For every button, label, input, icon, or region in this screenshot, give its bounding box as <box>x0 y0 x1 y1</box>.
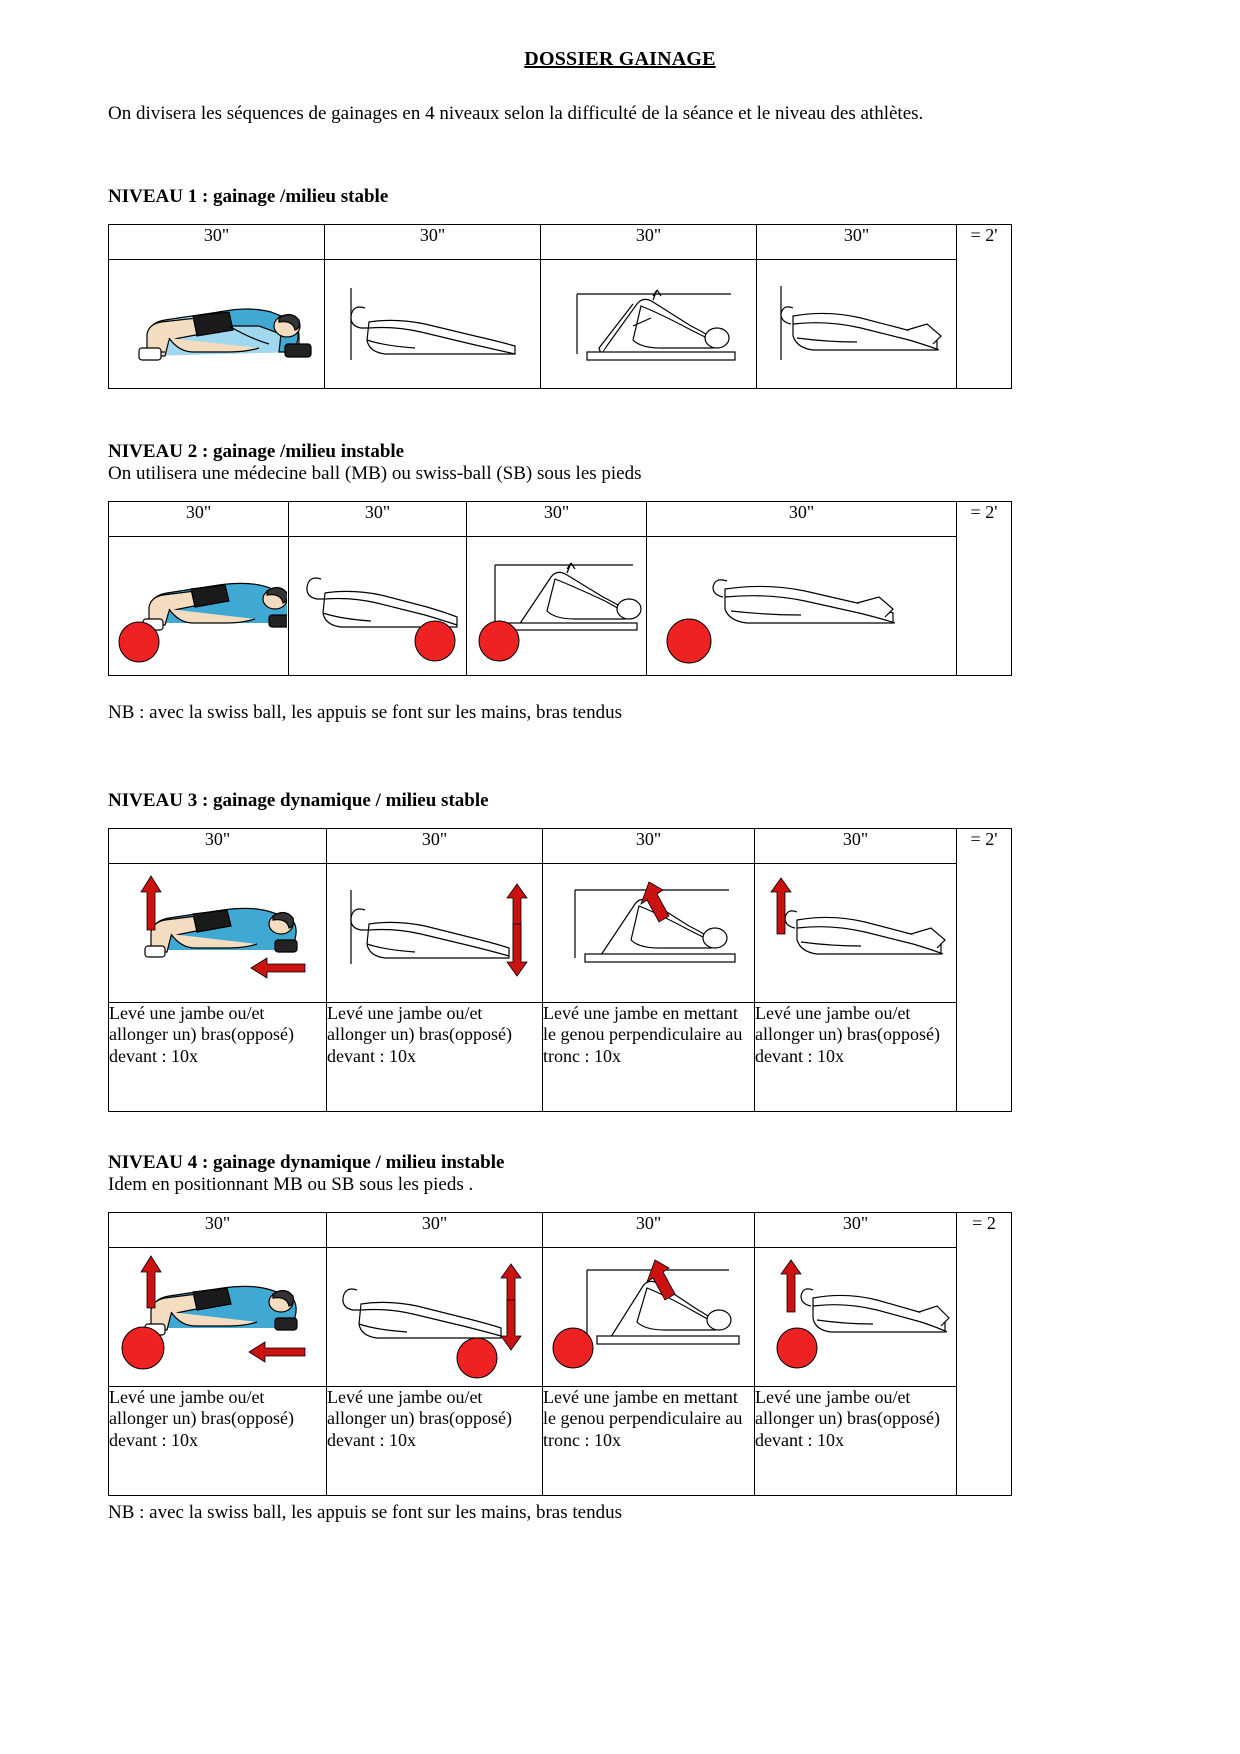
plank-side-view-arrow-icon <box>327 864 542 1002</box>
exercise-figure-cell <box>109 1248 327 1387</box>
level-1-heading: NIVEAU 1 : gainage /milieu stable <box>108 186 389 208</box>
duration-cell: 30" <box>327 1213 543 1248</box>
duration-cell: 30" <box>755 829 957 864</box>
level-2-heading: NIVEAU 2 : gainage /milieu instable <box>108 441 405 463</box>
plank-elevated-rear-ball-icon <box>647 537 956 675</box>
exercise-figure-cell <box>755 864 957 1003</box>
duration-cell: 30" <box>109 502 289 537</box>
exercise-figure-cell <box>543 864 755 1003</box>
level-2-subtitle: On utilisera une médecine ball (MB) ou swiss-ball (SB) sous les pieds <box>108 463 642 485</box>
table-row <box>109 864 1012 1003</box>
duration-cell: 30" <box>327 829 543 864</box>
duration-cell: 30" <box>755 1213 957 1248</box>
exercise-figure-cell <box>327 864 543 1003</box>
exercise-figure-cell <box>755 1248 957 1387</box>
level-4-subtitle: Idem en positionnant MB ou SB sous les pieds . <box>108 1174 474 1196</box>
intro-paragraph: On divisera les séquences de gainages en 4 niveaux selon la difficulté de la séance et le niveau des athlètes. <box>108 103 924 124</box>
exercise-figure-cell <box>109 537 289 676</box>
duration-cell: 30" <box>109 1213 327 1248</box>
exercise-figure-cell <box>327 1248 543 1387</box>
exercise-figure-cell <box>109 260 325 389</box>
plank-side-view-ball-icon <box>289 537 466 675</box>
level-3-heading: NIVEAU 3 : gainage dynamique / milieu stable <box>108 790 489 812</box>
plank-forearm-front-ball-icon <box>109 537 288 675</box>
total-duration-cell: = 2 <box>957 1213 1012 1496</box>
duration-cell: 30" <box>543 1213 755 1248</box>
exercise-figure-cell <box>543 1248 755 1387</box>
plank-elevated-rear-arrow-icon <box>755 864 956 1002</box>
table-row <box>109 1387 1012 1496</box>
bridge-hip-raise-arrow-icon <box>543 864 754 1002</box>
plank-forearm-front-arrows-icon <box>109 864 326 1002</box>
exercise-caption: Levé une jambe ou/et allonger un) bras(opposé) devant : 10x <box>327 1003 543 1112</box>
exercise-caption: Levé une jambe en mettant le genou perpendiculaire au tronc : 10x <box>543 1003 755 1112</box>
duration-cell: 30" <box>757 225 957 260</box>
exercise-figure-cell <box>541 260 757 389</box>
table-row <box>109 260 1012 389</box>
level-1-table <box>108 224 1012 389</box>
plank-elevated-rear-icon <box>757 260 956 388</box>
duration-cell: 30" <box>647 502 957 537</box>
level-4-note: NB : avec la swiss ball, les appuis se font sur les mains, bras tendus <box>108 1502 622 1524</box>
duration-cell: 30" <box>109 225 325 260</box>
plank-forearm-front-icon <box>109 260 324 388</box>
exercise-figure-cell <box>289 537 467 676</box>
duration-cell: 30" <box>109 829 327 864</box>
duration-cell: 30" <box>543 829 755 864</box>
total-duration-cell: = 2' <box>957 502 1012 537</box>
exercise-caption: Levé une jambe ou/et allonger un) bras(opposé) devant : 10x <box>755 1003 957 1112</box>
duration-cell: 30" <box>541 225 757 260</box>
plank-side-view-ball-arrow-icon <box>327 1248 542 1386</box>
exercise-caption: Levé une jambe ou/et allonger un) bras(opposé) devant : 10x <box>755 1387 957 1496</box>
duration-cell: 30" <box>289 502 467 537</box>
level-4-table <box>108 1212 1012 1496</box>
table-row <box>109 1003 1012 1112</box>
duration-cell: 30" <box>467 502 647 537</box>
duration-cell: 30" <box>325 225 541 260</box>
plank-forearm-front-ball-arrows-icon <box>109 1248 326 1386</box>
plank-elevated-rear-ball-arrow-icon <box>755 1248 956 1386</box>
exercise-figure-cell <box>325 260 541 389</box>
table-row <box>109 1248 1012 1387</box>
table-row <box>109 502 1012 537</box>
level-3-table <box>108 828 1012 1112</box>
level-2-note: NB : avec la swiss ball, les appuis se font sur les mains, bras tendus <box>108 702 622 724</box>
bridge-hip-raise-ball-arrow-icon <box>543 1248 754 1386</box>
level-2-table <box>108 501 1012 676</box>
exercise-figure-cell <box>467 537 647 676</box>
exercise-caption: Levé une jambe ou/et allonger un) bras(opposé) devant : 10x <box>109 1387 327 1496</box>
exercise-caption: Levé une jambe ou/et allonger un) bras(opposé) devant : 10x <box>327 1387 543 1496</box>
table-row <box>109 1213 1012 1248</box>
exercise-figure-cell <box>109 864 327 1003</box>
page-title: DOSSIER GAINAGE <box>524 48 716 70</box>
empty-cell <box>957 537 1012 676</box>
bridge-hip-raise-ball-icon <box>467 537 646 675</box>
table-row <box>109 225 1012 260</box>
document-content <box>108 48 1132 1524</box>
table-row <box>109 537 1012 676</box>
total-duration-cell: = 2' <box>957 225 1012 389</box>
total-duration-cell: = 2' <box>957 829 1012 1112</box>
exercise-caption: Levé une jambe en mettant le genou perpendiculaire au tronc : 10x <box>543 1387 755 1496</box>
exercise-figure-cell <box>757 260 957 389</box>
bridge-hip-raise-icon <box>541 260 756 388</box>
exercise-figure-cell <box>647 537 957 676</box>
table-row <box>109 829 1012 864</box>
level-4-heading: NIVEAU 4 : gainage dynamique / milieu instable <box>108 1152 505 1174</box>
exercise-caption: Levé une jambe ou/et allonger un) bras(opposé) devant : 10x <box>109 1003 327 1112</box>
plank-side-view-icon <box>325 260 540 388</box>
